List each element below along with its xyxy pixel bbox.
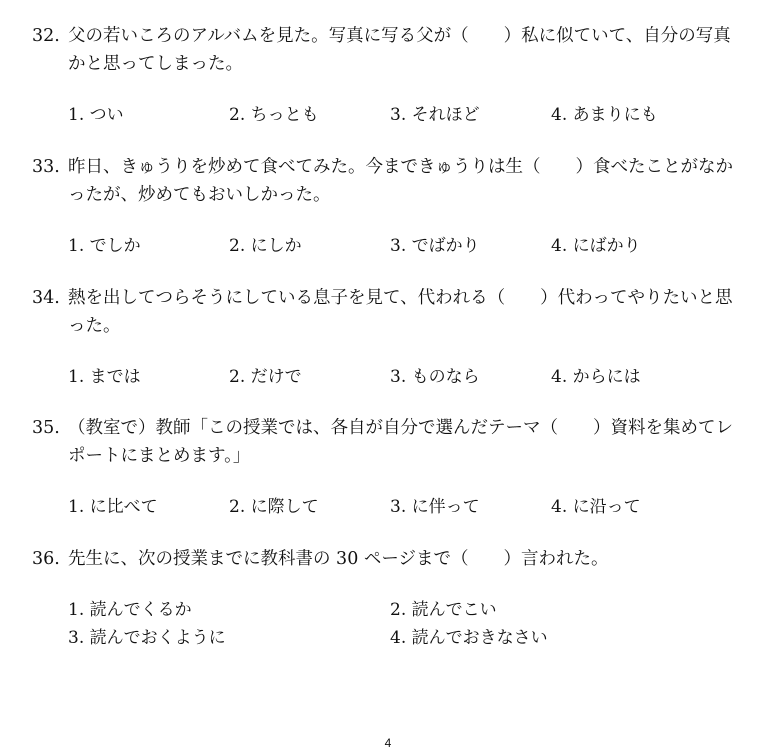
option-1[interactable]: 1. までは	[68, 367, 141, 387]
option-2[interactable]: 2. に際して	[229, 497, 319, 517]
option-4[interactable]: 4. 読んでおきなさい	[390, 628, 548, 648]
question-number: 34.	[32, 288, 60, 308]
option-3[interactable]: 3. 読んでおくように	[68, 628, 226, 648]
question-line: 昨日、きゅうりを炒めて食べてみた。今まできゅうりは生（ ）食べたことがなか	[68, 157, 733, 177]
question-line: （教室で）教師「この授業では、各自が自分で選んだテーマ（ ）資料を集めてレ	[68, 418, 733, 438]
option-4[interactable]: 4. にばかり	[551, 236, 641, 256]
option-3[interactable]: 3. に伴って	[390, 497, 480, 517]
question-line: ったが、炒めてもおいしかった。	[68, 185, 331, 205]
question-number: 33.	[32, 157, 60, 177]
options-34	[68, 363, 641, 391]
option-4[interactable]: 4. あまりにも	[551, 105, 658, 125]
question-text	[68, 545, 762, 573]
question-34	[32, 284, 762, 340]
options-35	[68, 493, 641, 521]
option-2[interactable]: 2. ちっとも	[229, 105, 319, 125]
option-4[interactable]: 4. からには	[551, 367, 641, 387]
option-4[interactable]: 4. に沿って	[551, 497, 641, 517]
page-number: 4	[384, 736, 392, 750]
option-1[interactable]: 1. つい	[68, 105, 124, 125]
option-2[interactable]: 2. だけで	[229, 367, 302, 387]
question-line: 父の若いころのアルバムを見た。写真に写る父が（ ）私に似ていて、自分の写真	[68, 26, 731, 46]
option-3[interactable]: 3. それほど	[390, 105, 480, 125]
option-2[interactable]: 2. にしか	[229, 236, 302, 256]
question-text	[68, 153, 762, 209]
question-35	[32, 414, 762, 470]
question-line: かと思ってしまった。	[68, 54, 243, 74]
question-number: 32.	[32, 26, 60, 46]
options-33	[68, 232, 641, 260]
option-1[interactable]: 1. 読んでくるか	[68, 600, 192, 620]
question-36	[32, 545, 762, 573]
options-36	[68, 596, 548, 652]
question-line: 熱を出してつらそうにしている息子を見て、代われる（ ）代わってやりたいと思	[68, 288, 733, 308]
option-1[interactable]: 1. でしか	[68, 236, 141, 256]
question-text	[68, 284, 762, 340]
option-3[interactable]: 3. でばかり	[390, 236, 480, 256]
question-32	[32, 22, 762, 78]
question-line: った。	[68, 316, 121, 336]
option-2[interactable]: 2. 読んでこい	[390, 600, 497, 620]
options-32	[68, 101, 658, 129]
option-3[interactable]: 3. ものなら	[390, 367, 480, 387]
question-number: 35.	[32, 418, 60, 438]
question-number: 36.	[32, 549, 60, 569]
question-line: ポートにまとめます。」	[68, 446, 251, 466]
option-1[interactable]: 1. に比べて	[68, 497, 158, 517]
question-text	[68, 22, 762, 78]
question-line: 先生に、次の授業までに教科書の 30 ページまで（ ）言われた。	[68, 549, 609, 569]
question-text	[68, 414, 762, 470]
question-33	[32, 153, 762, 209]
